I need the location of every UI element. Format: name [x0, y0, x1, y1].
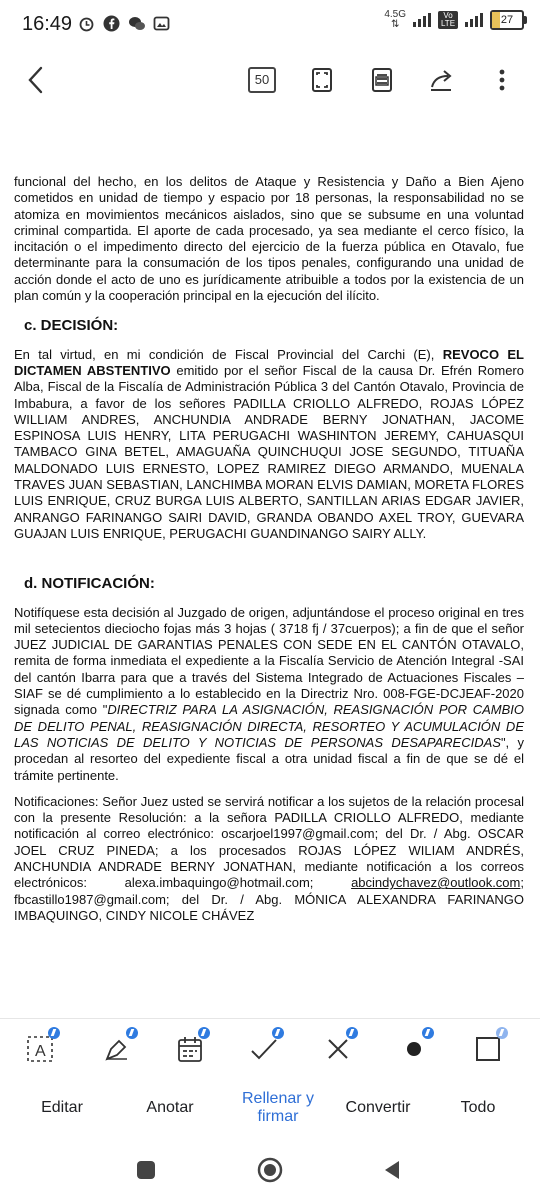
text-box-icon: [26, 1035, 54, 1063]
system-nav-bar: [0, 1140, 540, 1200]
more-vertical-icon: [499, 68, 505, 92]
more-button[interactable]: [484, 62, 520, 98]
alarm-icon: [78, 15, 95, 32]
signature-tool[interactable]: [96, 1029, 140, 1069]
tab-todo[interactable]: Todo: [460, 1099, 496, 1116]
dot-tool[interactable]: [392, 1029, 436, 1069]
status-right: [384, 10, 524, 30]
paragraph-notifications-list: Notificaciones: Señor Juez usted se servirá notificar a los sujetos de la relación procesal con la presente Resolución: a la señora PADILLA CRIOLLO ALFREDO, mediante notificación al correo electrónico: oscarjoel1997@gmail.com; del Dr. / Abg. OSCAR JOEL CRUZ PINEDA; a los procesados ROJAS LÓPEZ WILIAM ANDRÉS, ANCHUNDIA ANDRADE BERNY JONATHAN, mediante notificación a los correos electrónicos: alexa.imbaquingo@hotmail.com; abcindychavez@outlook.com; fbcastillo1987@gmail.com; del Dr. / Abg. MÓNICA ALEXANDRA FARINANGO IMBAQUINGO, CINDY NICOLE CHÁVEZ: [14, 793, 524, 923]
date-tool[interactable]: [168, 1029, 212, 1069]
share-button[interactable]: [424, 62, 460, 98]
add-text-tool[interactable]: [18, 1029, 62, 1069]
tab-anotar[interactable]: Anotar: [146, 1099, 194, 1116]
cross-icon: [326, 1037, 350, 1061]
fill-sign-tools: [0, 1018, 540, 1079]
paragraph-decision: En tal virtud, en mi condición de Fiscal Provincial del Carchi (E), REVOCO EL DICTAMEN ABSTENTIVO emitido por el señor Fiscal de la causa Dr. Efrén Romero Alba, Fiscal de la Fiscalía de Administración Pública 3 del Cantón Otavalo, Provincia de Imbabura, a favor de los señores PADILLA CRIOLLO ALFREDO, ROJAS LÓPEZ WILLIAM ANDRES, ANCHUNDIA ANDRADE BERNY JONATHAN, JACOME ESPINOSA LUIS HENRY, LITA PERUGACHI WASHINTON JEREMY, CAHUASQUI TAMBACO GINA BETEL, AMAGUAÑA QUINCHUQUI JOSE SEGUNDO, TITUAÑA MALDONADO LUIS ERNESTO, LOPEZ RAMIREZ DIEGO ARMANDO, MUENALA TRAVES JUAN SEBASTIAN, LANCHIMBA MORAN ELVIS DAMIAN, MORETA FLORES LUIS ENRIQUE, CRUZ BURGA LUIS ALBERTO, SANTILLAN ARIAS EDGAR JAVIER, ANRANGO FARINANGO SAIRI DAVID, GRANDA OBANDO AXEL TROY, GUEVARA GUAJAN LUIS ENRIQUE, PERUGACHI GUANDINANGO SAIRY ALLY.: [14, 346, 525, 541]
signal-2-icon: [464, 12, 484, 28]
share-icon: [429, 68, 455, 92]
recents-button[interactable]: [128, 1152, 164, 1188]
heading-decision: c. DECISIÓN:: [24, 317, 119, 335]
date-icon: [177, 1035, 203, 1063]
notification-icons: [78, 15, 170, 32]
premium-badge-icon: [422, 1027, 434, 1039]
gallery-icon: [153, 15, 170, 32]
home-button[interactable]: [252, 1152, 288, 1188]
dot-icon: [406, 1041, 422, 1057]
fullscreen-button[interactable]: [304, 62, 340, 98]
back-arrow-icon: [26, 66, 46, 94]
paragraph-criminal-unity: funcional del hecho, en los delitos de Ataque y Resistencia y Daño a Bien Ajeno cometidos en unidad de tiempo y espacio por 18 personas, la responsabilidad no se atomiza en movimientos mecánicos aislados, sino que se subsume en una voluntad criminal compartida. El aporte de cada procesado, ya sea mediante el cerco físico, la incitación o el impedimento directo del ejercicio de la fuerza pública en Otavalo, fue determinante para la consumación de los tipos penales, configurando una unidad de acción donde el acto de uno es jurídicamente atribuible a todos por la existencia de un plan común y la cooperación principal en la ejecución del ilícito.: [14, 174, 524, 304]
fullscreen-icon: [311, 67, 333, 93]
home-icon: [256, 1156, 284, 1184]
back-button[interactable]: [18, 62, 54, 98]
directive-title: DIRECTRIZ PARA LA ASIGNACIÓN, REASIGNACIÓN POR CAMBIO DE DELITO PENAL, REASIGNACIÓN DIRECTA, RESORTEO Y ACUMULACIÓN DE LAS NOTICIAS DE DELITO Y NOTICIAS DE PERSONAS DESAPARECIDAS: [14, 702, 524, 750]
wechat-icon: [128, 15, 145, 32]
back-nav-button[interactable]: [374, 1152, 410, 1188]
heading-notification: d. NOTIFICACIÓN:: [24, 575, 155, 593]
status-bar: [0, 0, 540, 46]
reader-mode-button[interactable]: [364, 62, 400, 98]
revoco-text: REVOCO EL DICTAMEN ABSTENTIVO: [14, 346, 525, 378]
checkmark-icon: [250, 1037, 278, 1061]
premium-badge-icon: [272, 1027, 284, 1039]
network-type: 4.5G ⇅: [384, 9, 406, 30]
rectangle-tool[interactable]: [466, 1029, 510, 1069]
premium-badge-icon: [346, 1027, 358, 1039]
page-count-button[interactable]: [244, 62, 280, 98]
paragraph-notification: Notifíquese esta decisión al Juzgado de origen, adjuntándose el proceso original en tres mil setecientos dieciocho fojas más 3 hojas ( 3718 fj / 37cuerpos); a fin de que el señor JUEZ JUDICIAL DE GARANTIAS PENALES CON SEDE EN EL CANTÓN OTAVALO, remita de forma inmediata el expediente a la Fiscalía Servicio de Atención Integral -SAI del cantón Ibarra para que a través del Sistema Integrado de Actuaciones Fiscales – SIAF se dé cumplimiento a lo establecido en la Directriz Nro. 008-FGE-DCJEAF-2020 signada como "DIRECTRIZ PARA LA ASIGNACIÓN, REASIGNACIÓN POR CAMBIO DE DELITO PENAL, REASIGNACIÓN DIRECTA, RESORTEO Y ACUMULACIÓN DE LAS NOTICIAS DE DELITO Y NOTICIAS DE PERSONAS DESAPARECIDAS", y procedan al resorteo del expediente fiscal a otra unidad fiscal a fin de que se dé el trámite pertinente.: [14, 604, 525, 783]
back-triangle-icon: [381, 1159, 403, 1181]
page-count-icon: 50: [248, 67, 276, 93]
tab-editar[interactable]: Editar: [41, 1099, 83, 1116]
svg-text:A: A: [35, 1043, 46, 1060]
premium-badge-icon: [198, 1027, 210, 1039]
premium-badge-icon: [126, 1027, 138, 1039]
cross-tool[interactable]: [316, 1029, 360, 1069]
signature-pen-icon: [103, 1035, 133, 1063]
premium-badge-icon: [496, 1027, 508, 1039]
facebook-icon: [103, 15, 120, 32]
status-time: 16:49: [22, 13, 73, 35]
premium-badge-icon: [48, 1027, 60, 1039]
document-page: [14, 174, 524, 924]
rectangle-icon: [475, 1036, 501, 1062]
battery-icon: 27: [490, 10, 524, 30]
signal-icon: [412, 12, 432, 28]
bottom-tabs: [0, 1078, 540, 1138]
tab-rellenar-firmar[interactable]: Rellenar y firmar: [241, 1090, 315, 1125]
document-toolbar: [0, 50, 540, 110]
checkmark-tool[interactable]: [242, 1029, 286, 1069]
recents-icon: [136, 1160, 156, 1180]
email-link[interactable]: abcindychavez@outlook.com: [351, 875, 521, 891]
reader-mode-icon: [371, 67, 393, 93]
tab-convertir[interactable]: Convertir: [345, 1099, 411, 1116]
volte-badge: Vo LTE: [438, 11, 458, 29]
